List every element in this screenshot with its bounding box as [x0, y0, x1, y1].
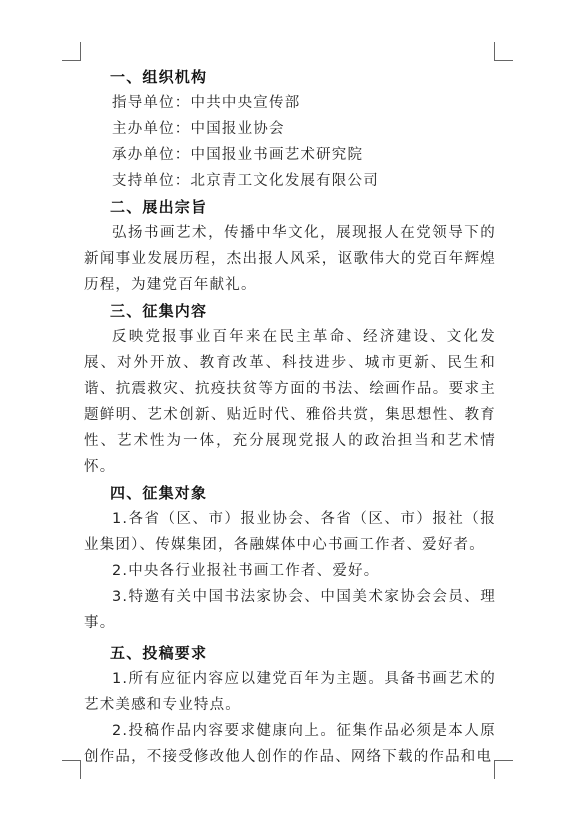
purpose-paragraph: 弘扬书画艺术，传播中华文化，展现报人在党领导下的新闻事业发展历程，杰出报人风采，讴歌伟大的党百年辉煌历程，为建党百年献礼。	[84, 225, 496, 293]
corner-mark-bottom-right	[494, 760, 513, 779]
guiding-unit: 指导单位：中共中央宣传部	[112, 95, 301, 111]
section-heading-submission: 五、投稿要求	[110, 644, 208, 662]
supporting-unit: 支持单位：北京青工文化发展有限公司	[112, 173, 379, 189]
submission-item-2: 2.投稿作品内容要求健康向上。征集作品必须是本人原创作品，不接受修改他人创作的作品、网络下载的作品和电	[84, 723, 496, 765]
corner-mark-bottom-left	[62, 760, 81, 779]
section-heading-organization: 一、组织机构	[110, 68, 208, 86]
corner-mark-top-right	[494, 42, 513, 61]
submission-item-1: 1.所有应征内容应以建党百年为主题。具备书画艺术的艺术美感和专业特点。	[84, 671, 496, 713]
participants-item-1: 1.各省（区、市）报业协会、各省（区、市）报社（报业集团）、传媒集团，各融媒体中心书画工作者、爱好者。	[84, 511, 496, 553]
section-heading-participants: 四、征集对象	[110, 484, 208, 502]
section-heading-purpose: 二、展出宗旨	[110, 198, 208, 216]
document-body	[84, 64, 496, 770]
section-heading-content: 三、征集内容	[110, 302, 208, 320]
content-paragraph: 反映党报事业百年来在民主革命、经济建设、文化发展、对外开放、教育改革、科技进步、城市更新、民生和谐、抗震救灾、抗疫扶贫等方面的书法、绘画作品。要求主题鲜明、艺术创新、贴近时代、雅俗共赏，集思想性、教育性、艺术性为一体，充分展现党报人的政治担当和艺术情怀。	[84, 329, 496, 475]
host-unit: 主办单位：中国报业协会	[112, 121, 285, 137]
participants-item-2: 2.中央各行业报社书画工作者、爱好。	[112, 563, 380, 579]
participants-item-3: 3.特邀有关中国书法家协会、中国美术家协会会员、理事。	[84, 589, 496, 631]
organizer-unit: 承办单位：中国报业书画艺术研究院	[112, 147, 364, 163]
corner-mark-top-left	[62, 42, 81, 61]
